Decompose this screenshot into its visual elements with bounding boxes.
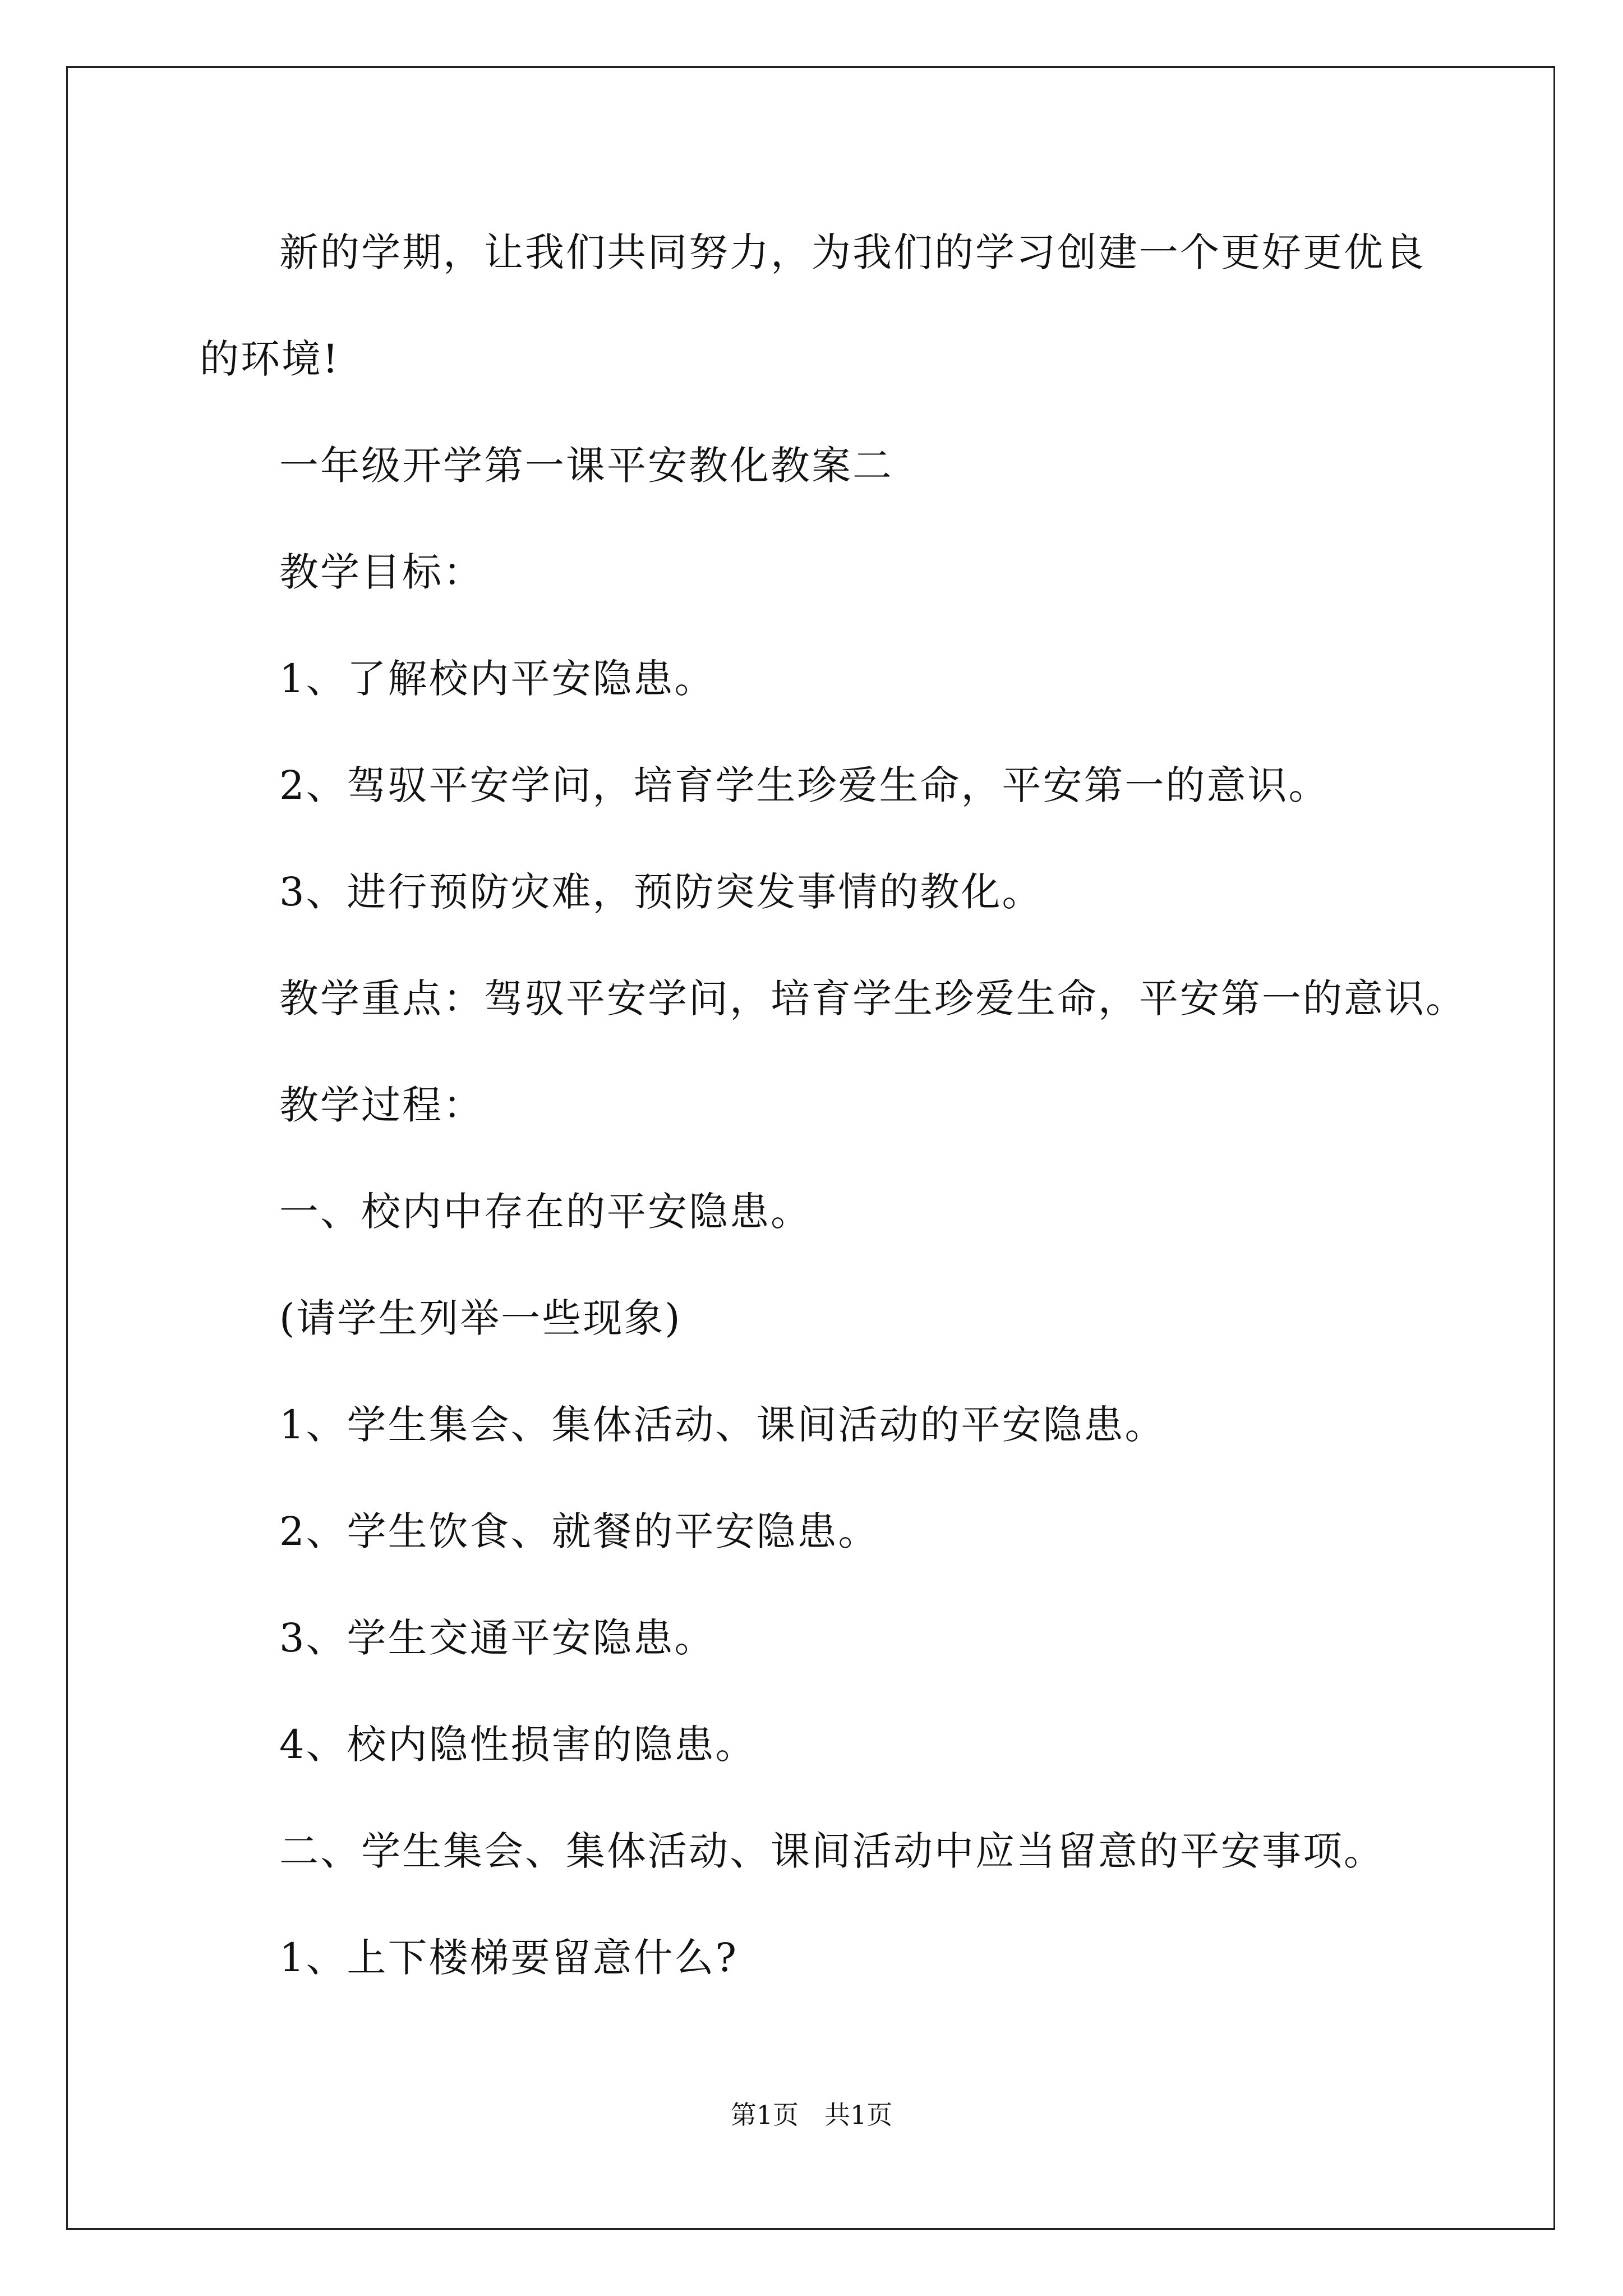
page-border bbox=[66, 66, 1555, 2230]
section-heading: 一年级开学第一课平安教化教案二 bbox=[279, 443, 893, 489]
paragraph: (请学生列举一些现象) bbox=[279, 1295, 682, 1341]
paragraph: 二、学生集会、集体活动、课间活动中应当留意的平安事项。 bbox=[279, 1828, 1385, 1874]
paragraph: 教学过程： bbox=[279, 1082, 484, 1128]
paragraph: 的环境! bbox=[200, 336, 340, 382]
paragraph: 新的学期，让我们共同努力，为我们的学习创建一个更好更优良 bbox=[279, 229, 1426, 275]
paragraph: 一、校内中存在的平安隐患。 bbox=[279, 1189, 811, 1235]
list-item: 3、进行预防灾难，预防突发事情的教化。 bbox=[279, 869, 1043, 915]
page-total: 共1页 bbox=[824, 2100, 893, 2130]
page-number: 第1页 bbox=[730, 2100, 799, 2130]
list-item: 1、了解校内平安隐患。 bbox=[279, 656, 716, 702]
list-item: 3、学生交通平安隐患。 bbox=[279, 1615, 716, 1661]
list-item: 4、校内隐性损害的隐患。 bbox=[279, 1722, 757, 1768]
list-item: 1、学生集会、集体活动、课间活动的平安隐患。 bbox=[279, 1402, 1166, 1448]
list-item: 2、驾驭平安学问，培育学生珍爱生命，平安第一的意识。 bbox=[279, 762, 1330, 808]
page-footer bbox=[0, 2098, 1623, 2132]
list-item: 2、学生饮食、就餐的平安隐患。 bbox=[279, 1508, 879, 1554]
paragraph: 教学目标： bbox=[279, 549, 484, 595]
paragraph: 教学重点：驾驭平安学问，培育学生珍爱生命，平安第一的意识。 bbox=[279, 976, 1467, 1022]
list-item: 1、上下楼梯要留意什么? bbox=[279, 1935, 739, 1981]
